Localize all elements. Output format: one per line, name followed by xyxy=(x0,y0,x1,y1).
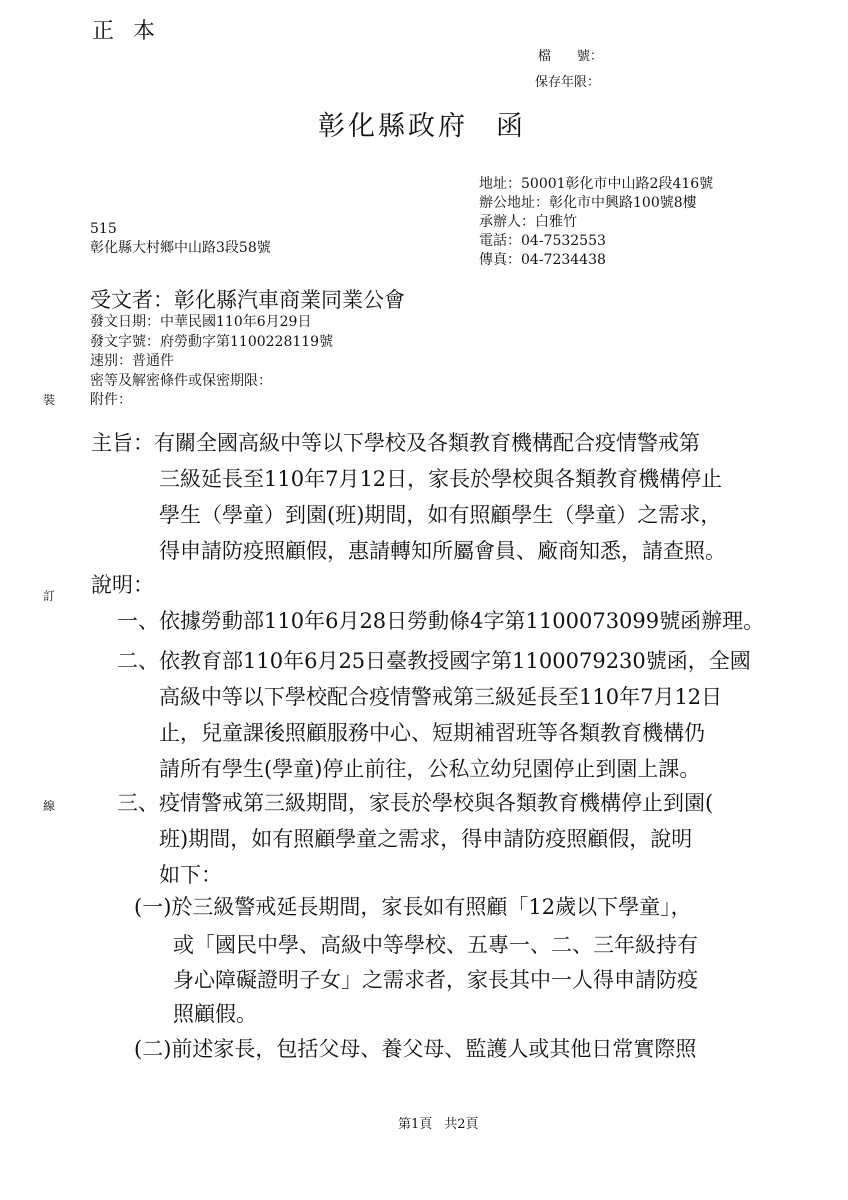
secrecy-level: 密等及解密條件或保密期限： xyxy=(90,372,272,389)
copy-label: 正 本 xyxy=(92,19,161,44)
contact-block xyxy=(479,175,713,270)
page-number: 第1頁 xyxy=(398,1117,433,1132)
item-line: 三、疫情警戒第三級期間，家長於學校與各類教育機構停止到園( xyxy=(117,791,714,815)
agency-address: 地址：50001彰化市中山路2段416號 xyxy=(479,176,714,192)
item-line: 一、依據勞動部110年6月28日勞動條4字第1100073099號函辦理。 xyxy=(117,609,765,633)
fax: 傳真：04-7234438 xyxy=(479,252,606,268)
postal-code: 515 xyxy=(90,221,117,237)
handler: 承辦人：白雅竹 xyxy=(479,214,577,230)
document-number: 發文字號：府勞動字第1100228119號 xyxy=(90,333,334,350)
agency-name: 彰化縣政府 xyxy=(318,111,468,142)
subject-line: 學生（學童）到園(班)期間，如有照顧學生（學童）之需求， xyxy=(159,503,722,527)
subitem-line: 或「國民中學、高級中等學校、五專一、二、三年級持有 xyxy=(173,933,698,957)
subitem-line: (一)於三級警戒延長期間，家長如有照顧「12歲以下學童」， xyxy=(134,895,692,919)
subitem-line: 身心障礙證明子女」之需求者，家長其中一人得申請防疫 xyxy=(173,968,698,992)
explanation-label: 說明： xyxy=(91,573,154,597)
document-type: 函 xyxy=(496,111,526,142)
item-line: 請所有學生(學童)停止前往，公私立幼兒園停止到園上課。 xyxy=(159,757,701,781)
retention-label: 保存年限： xyxy=(535,75,601,90)
recipient-name: 受文者：彰化縣汽車商業同業公會 xyxy=(90,288,405,312)
issue-date: 發文日期：中華民國110年6月29日 xyxy=(90,314,312,330)
file-info xyxy=(535,44,603,96)
item-line: 如下： xyxy=(159,863,222,887)
phone: 電話：04-7532553 xyxy=(479,233,606,249)
subject-line: 主旨：有關全國高級中等以下學校及各類教育機構配合疫情警戒第 xyxy=(91,431,700,455)
item-line: 止，兒童課後照顧服務中心、短期補習班等各類教育機構仍 xyxy=(159,721,705,745)
recipient-address: 彰化縣大村鄉中山路3段58號 xyxy=(90,240,271,256)
binding-mark: 裝 xyxy=(43,393,56,407)
item-line: 班)期間，如有照顧學童之需求，得申請防疫照顧假，說明 xyxy=(159,827,693,851)
binding-mark: 線 xyxy=(43,799,56,813)
office-address: 辦公地址：彰化市中興路100號8樓 xyxy=(479,195,697,211)
attachments: 附件： xyxy=(90,392,132,408)
subitem-line: (二)前述家長，包括父母、養父母、監護人或其他日常實際照 xyxy=(134,1037,697,1061)
binding-mark: 訂 xyxy=(43,589,56,603)
recipient-address-block xyxy=(90,220,271,258)
page-total: 共2頁 xyxy=(444,1117,479,1132)
subject-line: 得申請防疫照顧假，惠請轉知所屬會員、廠商知悉，請查照。 xyxy=(159,539,726,563)
delivery-speed: 速別：普通件 xyxy=(90,353,174,369)
item-line: 高級中等以下學校配合疫情警戒第三級延長至110年7月12日 xyxy=(159,685,723,709)
file-number-label: 檔 號： xyxy=(538,49,604,64)
subitem-line: 照顧假。 xyxy=(173,1002,257,1026)
page-footer xyxy=(398,1113,479,1132)
page-title xyxy=(318,104,526,143)
document-meta xyxy=(90,313,333,411)
subject-line: 三級延長至110年7月12日，家長於學校與各類教育機構停止 xyxy=(159,467,723,491)
item-line: 二、依教育部110年6月25日臺教授國字第1100079230號函，全國 xyxy=(117,649,751,673)
